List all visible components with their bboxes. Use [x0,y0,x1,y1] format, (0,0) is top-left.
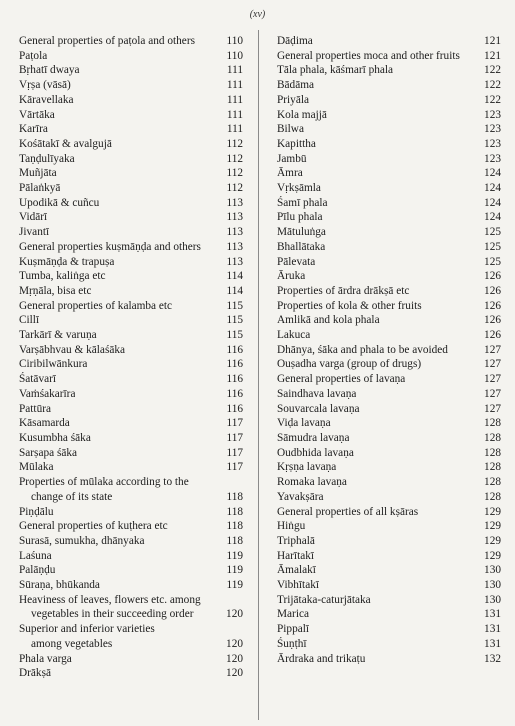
toc-entry [19,152,243,167]
toc-entry [277,137,501,152]
toc-entry-page-number: 120 [226,637,243,650]
toc-entry-page-number: 131 [484,637,501,650]
toc-entry-page-number: 124 [484,196,501,209]
toc-entry [277,387,501,402]
toc-entry-page-number: 118 [226,520,243,533]
toc-entry-title-line: change of its state [31,490,113,503]
toc-entry-page-number: 126 [484,314,501,327]
toc-entry-page-number: 127 [484,373,501,386]
toc-entry [277,622,501,637]
toc-entry-page-number: 119 [226,579,243,592]
toc-entry-title: Kuṣmāṇḍa & trapuṣa [19,255,115,268]
toc-entry [19,387,243,402]
toc-entry [19,534,243,549]
toc-entry [19,563,243,578]
toc-entry-title: Āmalakī [277,564,316,577]
toc-entry-title: Kāsamarda [19,417,70,430]
toc-entry [19,372,243,387]
toc-entry-page-number: 128 [484,417,501,430]
toc-entry-title-line: Heaviness of leaves, flowers etc. among [19,593,201,606]
toc-entry-title: Jivantī [19,226,50,239]
toc-entry-title: Romaka lavaṇa [277,476,347,489]
toc-entry [277,299,501,314]
toc-entry [19,431,243,446]
toc-entry-title: Harītakī [277,549,315,562]
toc-entry-page-number: 113 [226,211,243,224]
toc-entry-page-number: 125 [484,226,501,239]
toc-entry [277,402,501,417]
toc-entry [277,490,501,505]
toc-entry [19,416,243,431]
toc-entry-title: Mṛṇāla, bisa etc [19,284,92,297]
toc-entry-page-number: 112 [226,152,243,165]
toc-entry [277,313,501,328]
toc-entry-page-number: 115 [226,329,243,342]
toc-entry-title: Śamī phala [277,196,328,209]
toc-entry-page-number: 120 [226,652,243,665]
toc-entry [19,475,243,504]
toc-entry-page-number: 127 [484,358,501,371]
toc-entry [277,108,501,123]
toc-entry-title: Cillī [19,314,40,327]
toc-entry-title: Sūraṇa, bhūkanda [19,579,100,592]
toc-entry-page-number: 128 [484,446,501,459]
toc-entry [19,78,243,93]
toc-entry-title: Pīlu phala [277,211,323,224]
toc-entry-title: Lakuca [277,329,311,342]
toc-entry [277,563,501,578]
toc-entry-page-number: 130 [484,579,501,592]
toc-entry-title: Āmra [277,167,303,180]
toc-entry-title: Muñjāta [19,167,57,180]
toc-entry-title: Upodikā & cuñcu [19,196,100,209]
toc-entry-page-number: 132 [484,652,501,665]
toc-entry [19,137,243,152]
toc-entry-title: General properties moca and other fruits [277,49,460,62]
toc-entry-page-number: 121 [484,35,501,47]
toc-entry [19,34,243,49]
toc-entry [19,328,243,343]
toc-entry-title: Vārtāka [19,108,55,121]
toc-entry-title: Oudbhida lavaṇa [277,446,354,459]
toc-entry-title: Triphalā [277,534,315,547]
toc-entry-page-number: 127 [484,387,501,400]
toc-entry [19,181,243,196]
toc-entry [277,269,501,284]
toc-entry-title: Pattūra [19,402,51,415]
toc-entry-title: Bṛhatī dwaya [19,64,80,77]
toc-entry [277,357,501,372]
toc-entry [19,505,243,520]
toc-entry [19,549,243,564]
toc-entry-title: Yavakṣāra [277,490,324,503]
toc-entry [277,328,501,343]
toc-entry [277,122,501,137]
toc-entry [19,666,243,681]
toc-entry-title: Laśuna [19,549,52,562]
toc-entry-page-number: 115 [226,299,243,312]
toc-entry-page-number: 111 [226,108,243,121]
toc-entry [277,505,501,520]
toc-entry-title: Pālaṅkyā [19,182,61,195]
toc-entry-page-number: 124 [484,211,501,224]
toc-entry-title: Dhānya, śāka and phala to be avoided [277,343,448,356]
toc-entry [19,269,243,284]
toc-entry-page-number: 113 [226,240,243,253]
toc-entry-page-number: 124 [484,182,501,195]
toc-entry [277,372,501,387]
toc-entry [19,519,243,534]
toc-entry-title: Palāṇḍu [19,564,56,577]
toc-entry [19,93,243,108]
toc-entry [277,49,501,64]
toc-entry-page-number: 110 [226,49,243,62]
toc-entry [277,652,501,667]
toc-entry-title: Marica [277,608,309,621]
toc-entry-title: Jambū [277,152,307,165]
toc-entry-title-line: vegetables in their succeeding order [31,608,194,621]
toc-entry [19,166,243,181]
toc-entry-page-number: 129 [484,520,501,533]
toc-entry-page-number: 119 [226,549,243,562]
toc-entry-page-number: 130 [484,564,501,577]
toc-entry [277,343,501,358]
toc-entry-page-number: 123 [484,137,501,150]
toc-entry [277,240,501,255]
toc-entry-page-number: 113 [226,255,243,268]
toc-entry-title: Taṇḍulīyaka [19,152,75,165]
toc-entry-title: Vaṁśakarīra [19,387,76,400]
toc-entry-title: General properties of lavaṇa [277,373,406,386]
column-divider [258,30,259,720]
toc-entry [19,108,243,123]
toc-entry [19,210,243,225]
toc-entry-page-number: 128 [484,490,501,503]
toc-entry-title-line: among vegetables [31,637,113,650]
toc-entry-title: Phala varga [19,652,72,665]
toc-entry-title: Kapittha [277,137,316,150]
toc-entry [277,475,501,490]
toc-entry [19,255,243,270]
toc-entry [277,181,501,196]
contents-column-left [19,34,243,681]
toc-entry-page-number: 120 [226,608,243,621]
toc-entry [277,63,501,78]
toc-entry-page-number: 128 [484,461,501,474]
toc-entry [277,152,501,167]
toc-entry-page-number: 118 [226,534,243,547]
toc-entry [19,225,243,240]
toc-entry [277,534,501,549]
toc-entry-page-number: 122 [484,64,501,77]
toc-entry-title [19,475,189,504]
toc-entry-title [19,622,155,651]
toc-entry [277,93,501,108]
toc-entry-page-number: 117 [226,431,243,444]
toc-entry-page-number: 131 [484,623,501,636]
toc-entry-page-number: 110 [226,35,243,47]
toc-entry [277,416,501,431]
toc-entry [19,402,243,417]
toc-entry [19,343,243,358]
toc-entry-title: Properties of ārdra drākṣā etc [277,284,410,297]
toc-entry [277,549,501,564]
toc-entry-page-number: 126 [484,329,501,342]
toc-entry-title: Sarṣapa śāka [19,446,78,459]
toc-entry-title: General properties of all kṣāras [277,505,419,518]
toc-entry-page-number: 127 [484,343,501,356]
toc-entry-title: Bhallātaka [277,240,326,253]
toc-entry-page-number: 111 [226,93,243,106]
toc-entry-title [19,593,201,622]
toc-entry-title: Kāravellaka [19,93,74,106]
toc-entry-title: Amlikā and kola phala [277,314,380,327]
toc-entry-title: Trijātaka-caturjātaka [277,593,371,606]
toc-entry-title: Śuṇṭhī [277,637,307,650]
toc-entry [19,63,243,78]
toc-entry-page-number: 126 [484,284,501,297]
toc-entry-page-number: 129 [484,505,501,518]
toc-entry [19,593,243,622]
toc-entry [19,313,243,328]
toc-entry [277,446,501,461]
toc-entry-page-number: 122 [484,79,501,92]
toc-entry-page-number: 131 [484,608,501,621]
toc-entry-page-number: 116 [226,358,243,371]
toc-entry-title: Paṭola [19,49,48,62]
toc-entry-page-number: 112 [226,182,243,195]
toc-entry [277,637,501,652]
toc-entry [277,210,501,225]
toc-entry-title: Vibhītakī [277,579,319,592]
toc-entry-page-number: 115 [226,314,243,327]
toc-entry-page-number: 116 [226,402,243,415]
toc-entry [277,78,501,93]
toc-entry-page-number: 114 [226,284,243,297]
toc-entry-page-number: 117 [226,461,243,474]
toc-entry-page-number: 116 [226,343,243,356]
toc-entry-title: Pālevata [277,255,316,268]
toc-entry-page-number: 130 [484,593,501,606]
toc-entry-page-number: 118 [226,490,243,503]
toc-entry-title: Hiṅgu [277,520,306,533]
toc-entry-page-number: 124 [484,167,501,180]
toc-entry-page-number: 118 [226,505,243,518]
toc-entry-title: Tāla phala, kāśmarī phala [277,64,394,77]
toc-entry-title: Saindhava lavaṇa [277,387,357,400]
toc-entry-title: Surasā, sumukha, dhānyaka [19,534,145,547]
toc-entry-title: Mātuluṅga [277,226,326,239]
toc-entry-page-number: 126 [484,270,501,283]
toc-entry-title: Bilwa [277,123,304,136]
toc-entry-title: Mūlaka [19,461,54,474]
toc-entry-page-number: 128 [484,431,501,444]
toc-entry [19,652,243,667]
toc-entry-title: Tarkārī & varuṇa [19,329,97,342]
toc-entry-title: Śatāvarī [19,373,57,386]
toc-entry [277,284,501,299]
toc-entry-page-number: 111 [226,79,243,92]
toc-entry-page-number: 116 [226,387,243,400]
toc-entry [19,196,243,211]
toc-entry [19,460,243,475]
toc-entry [19,299,243,314]
toc-entry [19,49,243,64]
toc-entry-title: Tumba, kaliṅga etc [19,270,106,283]
toc-entry-title: Bādāma [277,79,315,92]
toc-entry-page-number: 129 [484,534,501,547]
toc-entry [277,578,501,593]
toc-entry-title: Kola majjā [277,108,327,121]
toc-entry-page-number: 121 [484,49,501,62]
toc-entry-page-number: 120 [226,667,243,680]
toc-entry-page-number: 112 [226,137,243,150]
toc-entry-title: Ouṣadha varga (group of drugs) [277,358,422,371]
toc-entry [277,460,501,475]
toc-entry-title: Kusumbha śāka [19,431,91,444]
toc-entry-title-line: Properties of mūlaka according to the [19,476,189,489]
toc-entry [19,446,243,461]
toc-entry [19,122,243,137]
toc-entry-title: Souvarcala lavaṇa [277,402,360,415]
toc-entry-title: Properties of kola & other fruits [277,299,422,312]
toc-entry [19,240,243,255]
toc-entry-title: General properties kuṣmāṇḍa and others [19,240,201,253]
toc-entry [19,578,243,593]
toc-entry-page-number: 113 [226,196,243,209]
page-number-header: (xv) [249,9,266,20]
toc-entry-title: Karīra [19,123,48,136]
toc-entry-page-number: 117 [226,417,243,430]
toc-entry-title: Dāḍima [277,35,313,47]
toc-entry-title: Priyāla [277,93,309,106]
toc-entry-page-number: 125 [484,255,501,268]
toc-entry-title: Pippalī [277,623,310,636]
toc-entry-page-number: 126 [484,299,501,312]
toc-entry-page-number: 127 [484,402,501,415]
contents-column-right [277,34,501,666]
toc-entry-title: Āruka [277,270,306,283]
toc-entry-title: Sāmudra lavaṇa [277,431,350,444]
toc-entry [277,34,501,49]
toc-entry-title: Vṛkṣāmla [277,182,321,195]
toc-entry [277,225,501,240]
toc-entry-title: General properties of paṭola and others [19,35,195,47]
toc-entry [19,357,243,372]
toc-entry-page-number: 129 [484,549,501,562]
toc-entry-page-number: 114 [226,270,243,283]
toc-entry [277,593,501,608]
toc-entry-page-number: 112 [226,167,243,180]
toc-entry [19,284,243,299]
toc-entry-page-number: 111 [226,123,243,136]
toc-entry-title: Ciribilwānkura [19,358,88,371]
toc-entry-page-number: 123 [484,108,501,121]
toc-entry [19,622,243,651]
toc-entry-page-number: 125 [484,240,501,253]
toc-entry-page-number: 119 [226,564,243,577]
toc-entry-title: Viḍa lavaṇa [277,417,331,430]
toc-entry-title: Piṇḍālu [19,505,54,518]
toc-entry-page-number: 111 [226,64,243,77]
toc-entry [277,196,501,211]
toc-entry [277,431,501,446]
toc-entry [277,519,501,534]
toc-entry-title-line: Superior and inferior varieties [19,623,155,636]
toc-entry-title: Drākṣā [19,667,51,680]
toc-entry-page-number: 117 [226,446,243,459]
toc-entry-page-number: 128 [484,476,501,489]
toc-entry [277,607,501,622]
toc-entry-page-number: 123 [484,152,501,165]
toc-entry-title: Ārdraka and trikaṭu [277,652,366,665]
toc-entry-title: Vidārī [19,211,48,224]
toc-entry-page-number: 116 [226,373,243,386]
toc-entry-title: Kośātakī & avalgujā [19,137,112,150]
toc-entry-page-number: 122 [484,93,501,106]
toc-entry-page-number: 123 [484,123,501,136]
toc-entry-title: General properties of kalamba etc [19,299,173,312]
toc-entry-title: Vṛṣa (vāsā) [19,79,71,92]
toc-entry-page-number: 113 [226,226,243,239]
toc-entry [277,255,501,270]
toc-entry-title: Kṛṣṇa lavaṇa [277,461,337,474]
toc-entry-title: General properties of kuṭhera etc [19,520,168,533]
toc-entry [277,166,501,181]
toc-entry-title: Varṣābhvau & kālaśāka [19,343,126,356]
